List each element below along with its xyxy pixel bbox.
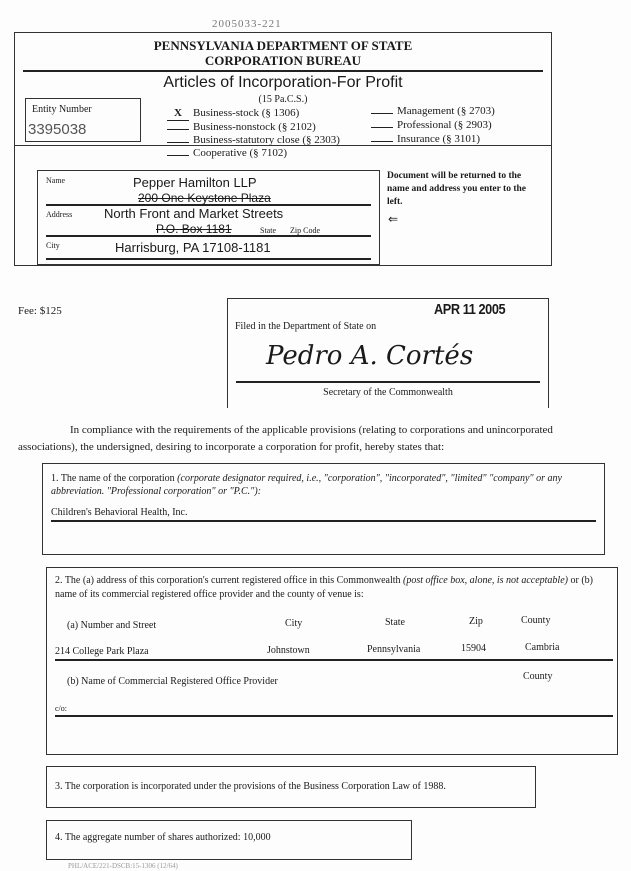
section-1-text: 1. The name of the corporation (corporate designator required, i.e., "corporation", "incorporated", "limited" "company" or any abbreviation. "Professional corporation" or "P.C."): [51, 473, 562, 497]
form-title: Articles of Incorporation-For Profit [163, 74, 403, 91]
department-title: PENNSYLVANIA DEPARTMENT OF STATE [153, 38, 413, 53]
filed-label: Filed in the Department of State on [235, 321, 377, 332]
entity-number-value[interactable]: 3395038 [28, 121, 87, 138]
filed-box [227, 298, 549, 408]
filed-date-stamp: APR 11 2005 [434, 301, 506, 318]
type-option-business-nonstock[interactable]: Business-nonstock (§ 2102) [167, 121, 340, 134]
section-3-text: 3. The corporation is incorporated under the provisions of the Business Corporation Law of 1988. [55, 781, 446, 792]
statute: (15 Pa.C.S.) [258, 94, 308, 105]
section-1-box [42, 463, 605, 555]
return-address-box [37, 170, 380, 265]
return-name[interactable]: Pepper Hamilton LLP [133, 175, 257, 190]
provider-label: (b) Name of Commercial Registered Office Provider [67, 676, 278, 687]
section-4-box [46, 820, 412, 860]
return-line3[interactable]: P.O. Box 1181 [156, 222, 232, 236]
office-street[interactable]: 214 College Park Plaza [55, 646, 149, 657]
provider-county-label: County [523, 671, 553, 682]
bureau-title: CORPORATION BUREAU [204, 53, 362, 68]
divider [23, 70, 543, 72]
section-3-box [46, 766, 536, 808]
city-label: City [46, 241, 60, 250]
state-label: State [260, 226, 276, 235]
type-option-professional[interactable]: Professional (§ 2903) [371, 118, 495, 132]
office-state[interactable]: Pennsylvania [367, 644, 421, 655]
header-box [14, 32, 552, 159]
stamp-number: 2005033-221 [212, 18, 282, 30]
fee: Fee: $125 [18, 305, 62, 317]
entity-number-box [25, 98, 141, 142]
section-2-box [46, 567, 618, 755]
return-note: Document will be returned to the name and address you enter to the left. [387, 171, 526, 207]
section-4-text: 4. The aggregate number of shares authorized: 10,000 [55, 832, 271, 843]
left-arrow-icon: ⇐ [388, 212, 399, 226]
name-label: Name [46, 176, 66, 185]
co-label: c/o: [55, 704, 67, 713]
office-zip[interactable]: 15904 [461, 643, 486, 654]
return-line1[interactable]: 200 One Keystone Plaza [138, 191, 271, 205]
footer-code: PHL/ACE/221-DSCB:15-1306 (12/64) [68, 862, 178, 870]
office-county[interactable]: Cambria [525, 642, 560, 653]
intro-paragraph: In compliance with the requirements of the applicable provisions (relating to corporations and unincorporated associations), the undersigned, desiring to incorporate a corporation for profit, hereby states that: [18, 424, 553, 453]
type-option-management[interactable]: Management (§ 2703) [371, 104, 495, 118]
office-city[interactable]: Johnstown [267, 645, 310, 656]
return-line4[interactable]: Harrisburg, PA 17108-1181 [115, 240, 271, 255]
type-option-statutory-close[interactable]: Business-statutory close (§ 2303) [167, 134, 340, 147]
zip-label: Zip Code [290, 226, 320, 235]
section-2-text: 2. The (a) address of this corporation's current registered office in this Commonwealth (post office box, alone, is not acceptable) or (b) name of its commercial registered office provider and the county of venue is: [55, 575, 593, 600]
type-option-business-stock[interactable]: X Business-stock (§ 1306) [167, 107, 340, 121]
corporation-name[interactable]: Children's Behavioral Health, Inc. [51, 507, 188, 518]
header-county: County [521, 615, 551, 626]
signature: Pedro A. Cortés [266, 341, 474, 371]
header-state: State [385, 617, 405, 628]
type-option-insurance[interactable]: Insurance (§ 3101) [371, 132, 495, 146]
header-city: City [285, 618, 303, 629]
type-option-cooperative[interactable]: Cooperative (§ 7102) [167, 147, 340, 160]
entity-number-label: Entity Number [32, 104, 92, 115]
secretary-title: Secretary of the Commonwealth [323, 387, 453, 398]
corp-types-right [371, 104, 495, 146]
address-label: Address [46, 210, 73, 219]
header-zip: Zip [469, 616, 483, 627]
header-street: (a) Number and Street [67, 620, 157, 631]
return-line2[interactable]: North Front and Market Streets [104, 206, 284, 221]
